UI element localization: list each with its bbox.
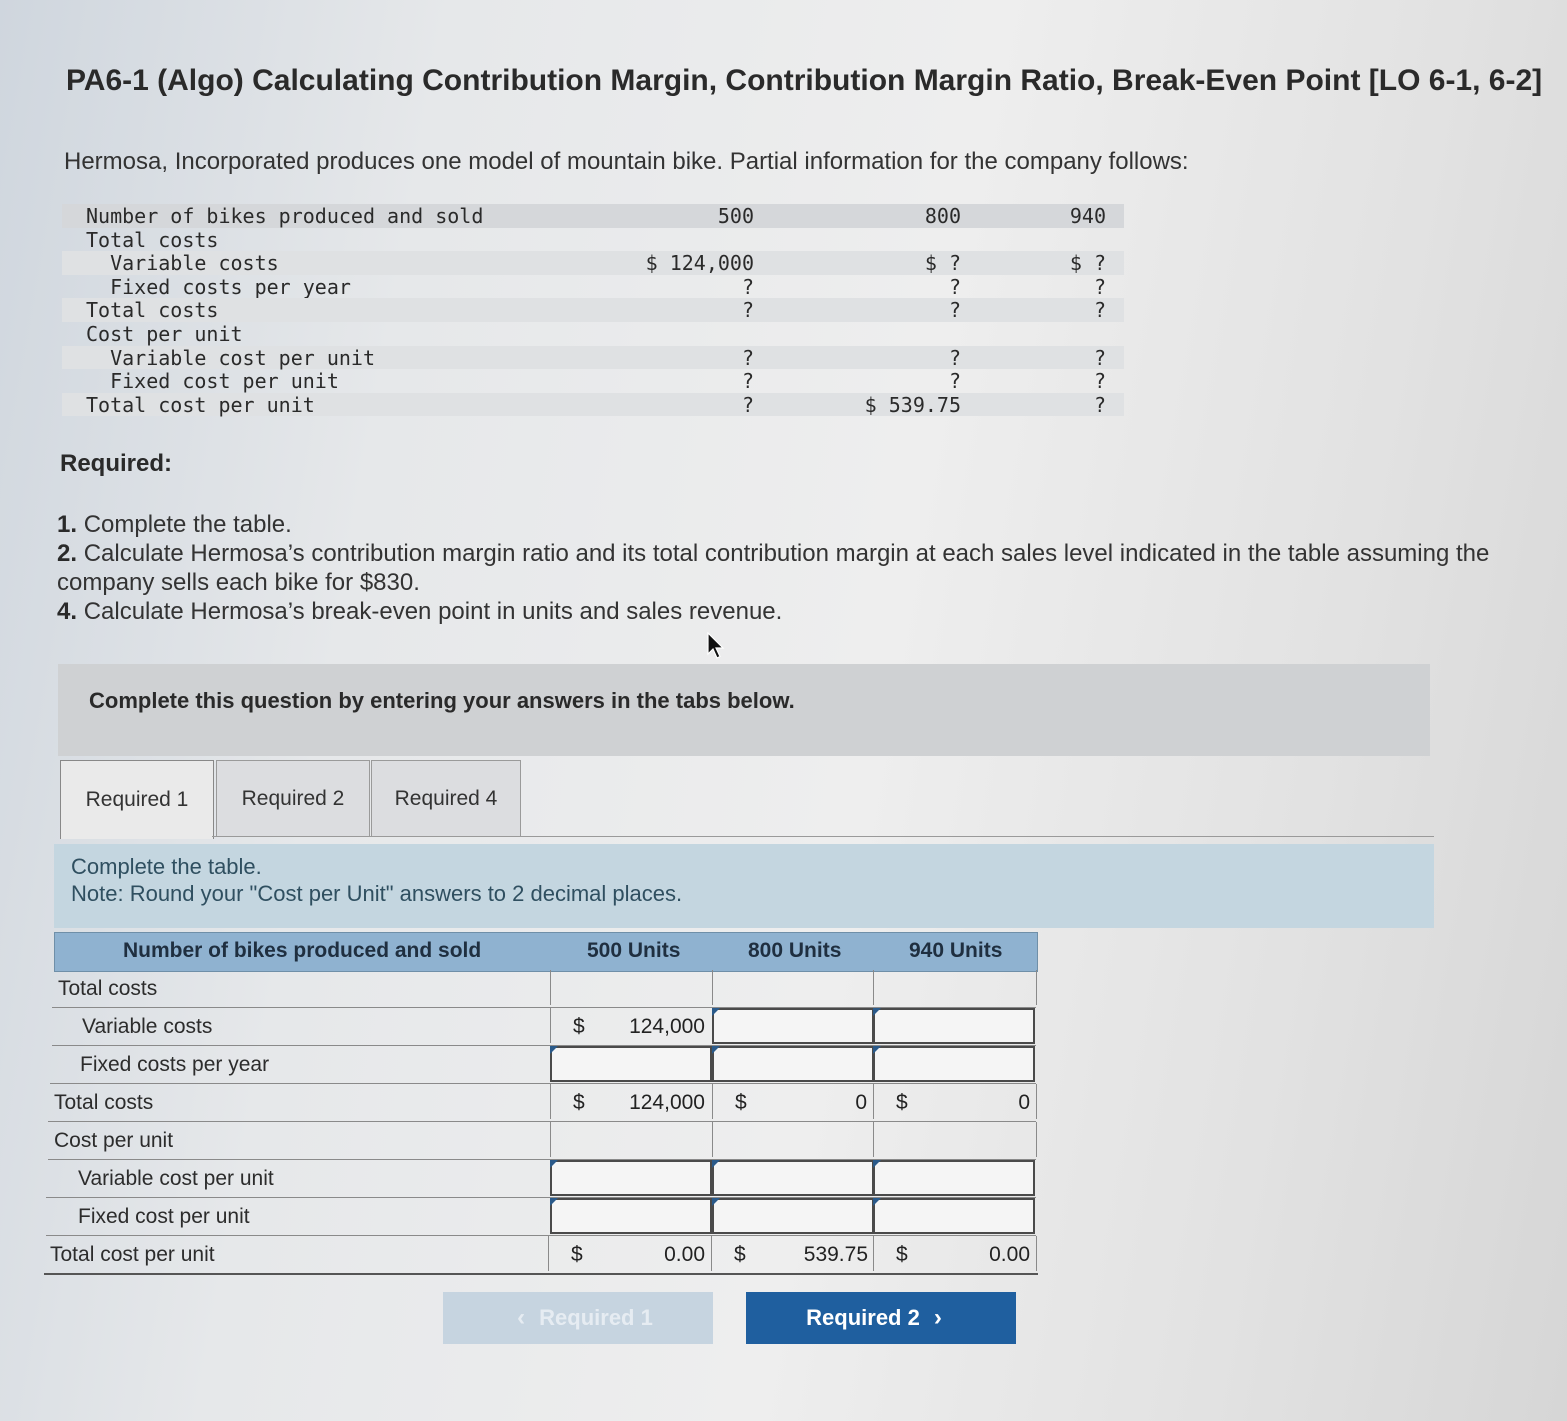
variable-cpu-940-input[interactable] [873, 1160, 1035, 1196]
info-row: Total costs [86, 227, 219, 252]
total-cpu-500: $ 0.00 [548, 1236, 711, 1271]
fixed-costs-800-input[interactable] [712, 1046, 874, 1082]
variable-costs-500: $ 124,000 [550, 1008, 711, 1043]
table-row: Variable cost per unit [46, 1160, 1036, 1198]
page-title: PA6-1 (Algo) Calculating Contribution Margin, Contribution Margin Ratio, Break-Even Point [LO 6-1, 6-2] [66, 64, 1543, 97]
requirement-item: 4. Calculate Hermosa’s break-even point in units and sales revenue. [57, 598, 783, 625]
tab-required-4[interactable]: Required 4 [371, 760, 521, 837]
info-table [62, 204, 1124, 416]
info-row: Total cost per unit ? $ 539.75 ? [62, 393, 1124, 417]
fixed-costs-940-input[interactable] [873, 1046, 1035, 1082]
table-row: Cost per unit [48, 1122, 1036, 1160]
info-row: Total costs ? ? ? [62, 298, 1124, 322]
total-costs-800: $ 0 [712, 1084, 873, 1119]
info-row: Variable costs $ 124,000 $ ? $ ? [62, 251, 1124, 275]
fixed-costs-500-input[interactable] [550, 1046, 712, 1082]
tab-divider [212, 836, 1434, 837]
fixed-cpu-800-input[interactable] [712, 1198, 874, 1234]
tab-instructions: Complete the table. Note: Round your "Cost per Unit" answers to 2 decimal places. [54, 844, 1434, 928]
mouse-cursor-icon [706, 632, 726, 660]
info-row: Variable cost per unit ? ? ? [62, 346, 1124, 370]
table-row: Variable costs $ 124,000 [52, 1008, 1036, 1046]
previous-button[interactable]: ‹ Required 1 [443, 1292, 713, 1344]
total-costs-500: $ 124,000 [550, 1084, 711, 1119]
variable-costs-800-input[interactable] [712, 1008, 874, 1044]
table-row: Total costs [52, 970, 1036, 1008]
info-row: Fixed cost per unit ? ? ? [86, 369, 1106, 394]
info-row: Fixed costs per year ? ? ? [86, 274, 1106, 299]
requirement-item: 2. Calculate Hermosa’s contribution margin ratio and its total contribution margin at each sales level indicated in the table assuming the company sells each bike for $830. [57, 540, 1490, 596]
chevron-right-icon: › [933, 1304, 942, 1331]
instructions-banner: Complete this question by entering your answers in the tabs below. [58, 664, 1430, 756]
intro-text: Hermosa, Incorporated produces one model of mountain bike. Partial information for the company follows: [64, 148, 1189, 175]
next-button[interactable]: Required 2 › [746, 1292, 1016, 1344]
total-costs-940: $ 0 [873, 1084, 1037, 1119]
total-cpu-800: $ 539.75 [711, 1236, 874, 1271]
answer-table [44, 932, 1038, 1274]
tab-required-1[interactable]: Required 1 [60, 760, 214, 839]
requirements-list [57, 510, 1547, 626]
chevron-left-icon: ‹ [517, 1304, 526, 1331]
tab-required-2[interactable]: Required 2 [216, 760, 370, 837]
variable-cpu-800-input[interactable] [712, 1160, 874, 1196]
table-row: Fixed cost per unit [46, 1198, 1036, 1236]
fixed-cpu-500-input[interactable] [550, 1198, 712, 1234]
info-row: Number of bikes produced and sold 500 800 940 [62, 204, 1124, 228]
required-heading: Required: [60, 450, 173, 477]
total-cpu-940: $ 0.00 [873, 1236, 1037, 1271]
fixed-cpu-940-input[interactable] [873, 1198, 1035, 1234]
variable-cpu-500-input[interactable] [550, 1160, 712, 1196]
variable-costs-940-input[interactable] [873, 1008, 1035, 1044]
table-row: Total costs $ 124,000 $ 0 $ 0 [48, 1084, 1036, 1122]
info-row: Cost per unit [86, 321, 243, 346]
table-row: Fixed costs per year [50, 1046, 1036, 1084]
answer-table-header: Number of bikes produced and sold 500 Units 800 Units 940 Units [54, 932, 1038, 972]
table-row: Total cost per unit $ 0.00 $ 539.75 $ 0.00 [44, 1236, 1038, 1275]
requirement-item: 1. Complete the table. [57, 511, 292, 538]
